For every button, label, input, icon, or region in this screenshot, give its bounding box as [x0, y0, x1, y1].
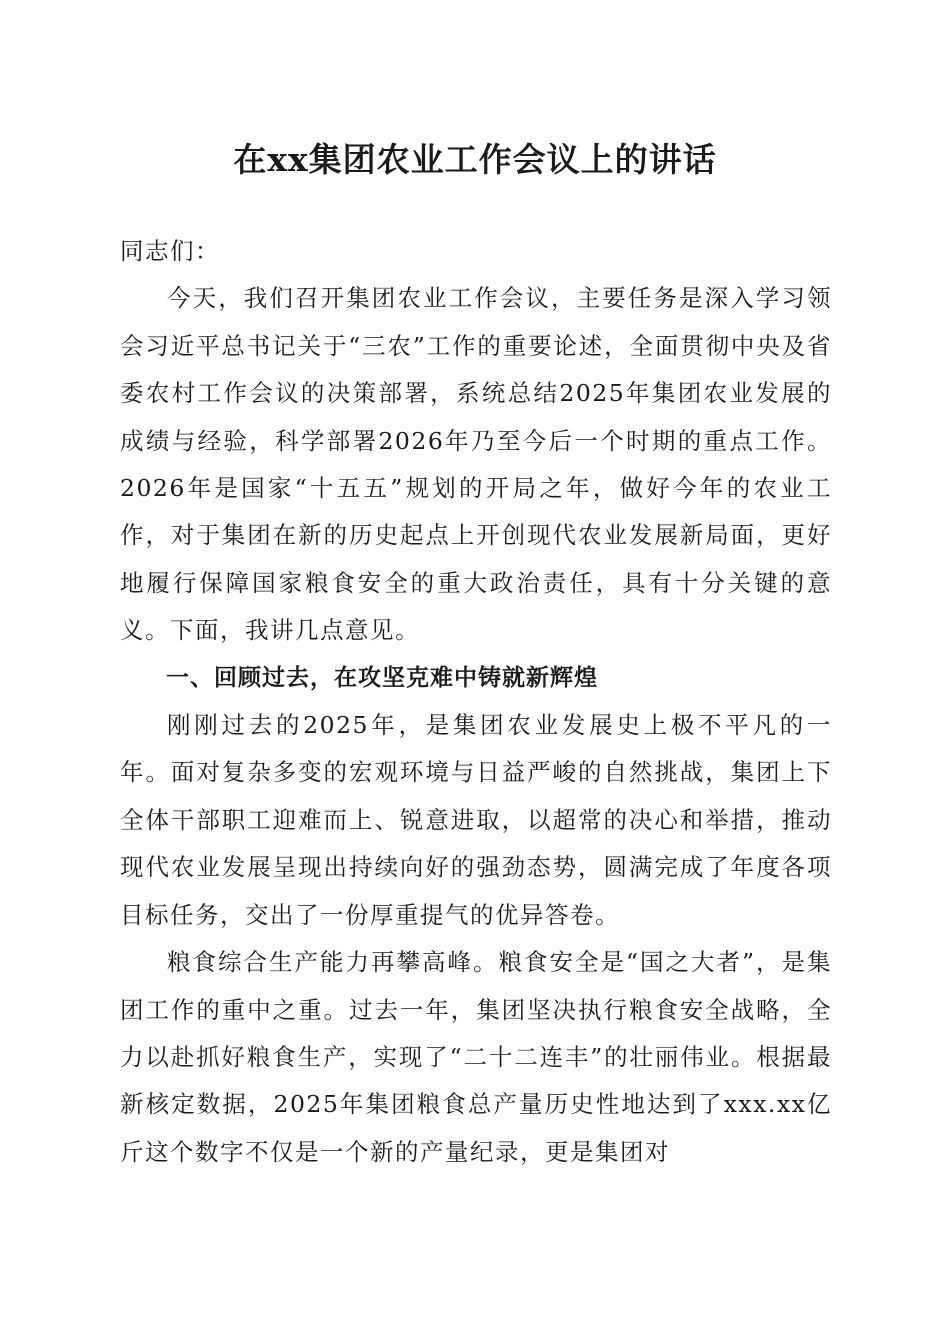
document-title: 在xx集团农业工作会议上的讲话 — [233, 140, 717, 179]
document-body — [120, 228, 832, 1176]
section-heading: 一、回顾过去，在攻坚克难中铸就新辉煌 — [166, 664, 598, 691]
intro-paragraph: 今天，我们召开集团农业工作会议，主要任务是深入学习领会习近平总书记关于“三农”工作的重要论述，全面贯彻中央及省委农村工作会议的决策部署，系统总结2025年集团农业发展的成绩与经验，科学部署2026年乃至今后一个时期的重点工作。2026年是国家“十五五”规划的开局之年，做好今年的农业工作，对于集团在新的历史起点上开创现代农业发展新局面，更好地履行保障国家粮食安全的重大政治责任，具有十分关键的意义。下面，我讲几点意见。 — [120, 284, 832, 645]
section-paragraph: 粮食综合生产能力再攀高峰。粮食安全是“国之大者”，是集团工作的重中之重。过去一年，集团坚决执行粮食安全战略，全力以赴抓好粮食生产，实现了“二十二连丰”的壮丽伟业。根据最新核定数据，2025年集团粮食总产量历史性地达到了xxx.xx亿斤这个数字不仅是一个新的产量纪录，更是集团对 — [120, 948, 832, 1166]
salutation: 同志们： — [120, 237, 220, 265]
section-paragraph: 刚刚过去的2025年，是集团农业发展史上极不平凡的一年。面对复杂多变的宏观环境与日益严峻的自然挑战，集团上下全体干部职工迎难而上、锐意进取，以超常的决心和举措，推动现代农业发展呈现出持续向好的强劲态势，圆满完成了年度各项目标任务，交出了一份厚重提气的优异答卷。 — [120, 711, 832, 929]
